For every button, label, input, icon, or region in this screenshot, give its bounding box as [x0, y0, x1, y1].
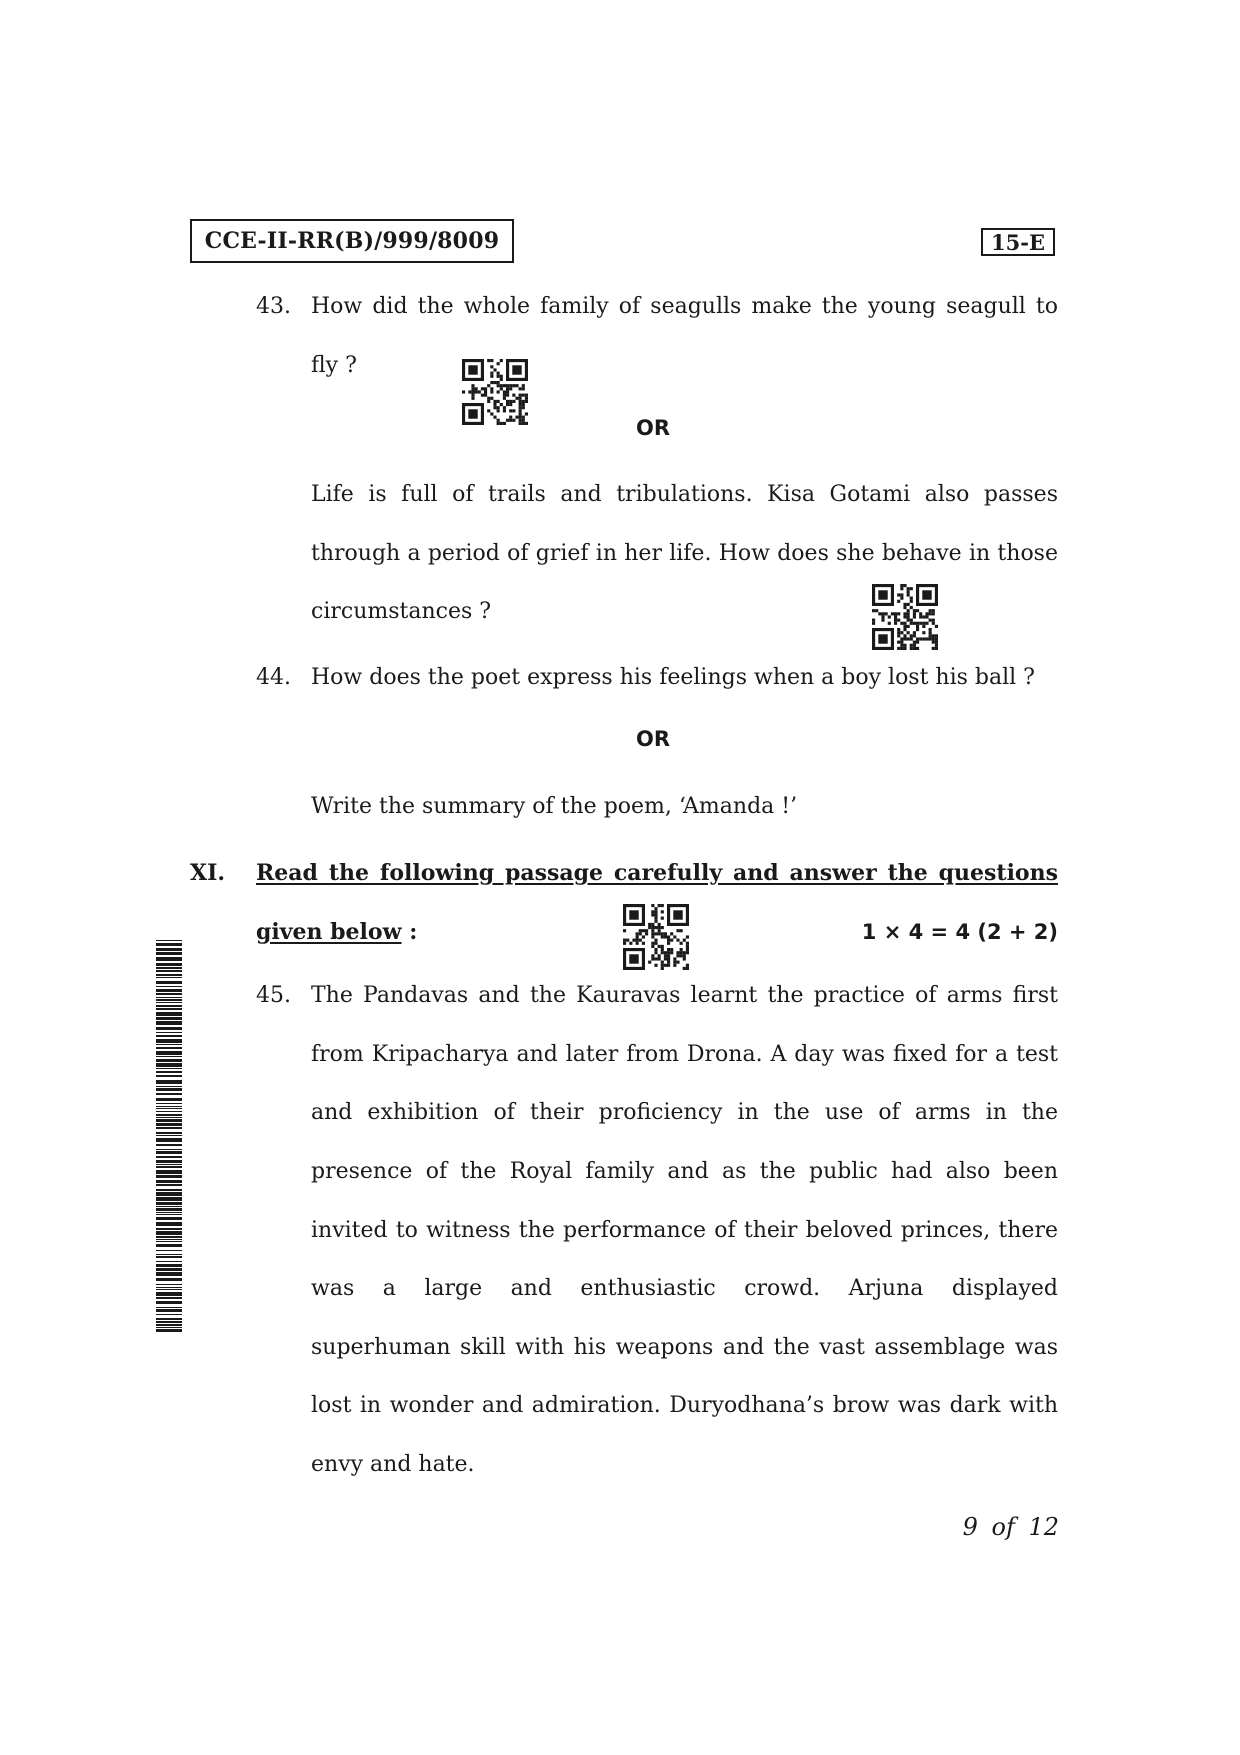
barcode-icon — [156, 940, 182, 1332]
passage-line: envy and hate. — [311, 1452, 475, 1477]
marks-allocation: 1 × 4 = 4 (2 + 2) — [861, 920, 1058, 944]
passage-line: The Pandavas and the Kauravas learnt the practice of arms first — [311, 983, 1058, 1008]
section-instruction — [256, 917, 417, 947]
or-separator: OR — [636, 727, 671, 751]
page-number: 9 of 12 — [962, 1513, 1059, 1541]
passage-line: presence of the Royal family and as the public had also been — [311, 1159, 1058, 1184]
paper-code-box: CCE-II-RR(B)/999/8009 — [190, 219, 514, 263]
question-text: through a period of grief in her life. How does she behave in those — [311, 541, 1058, 566]
question-number: 43. — [256, 294, 291, 319]
passage-line: and exhibition of their proficiency in the use of arms in the — [311, 1100, 1058, 1125]
qr-code-icon — [623, 904, 689, 970]
passage-line: invited to witness the performance of their beloved princes, there — [311, 1218, 1058, 1243]
passage-line: superhuman skill with his weapons and the vast assemblage was — [311, 1335, 1058, 1360]
qr-code-icon — [462, 359, 528, 425]
passage-line: was a large and enthusiastic crowd. Arjuna displayed — [311, 1276, 1058, 1301]
section-instruction: Read the following passage carefully and answer the questions — [256, 860, 1058, 886]
passage-line: from Kripacharya and later from Drona. A day was fixed for a test — [311, 1042, 1058, 1067]
section-instruction-colon: : — [409, 919, 418, 945]
section-number: XI. — [190, 860, 226, 886]
question-text: fly ? — [311, 353, 357, 378]
or-separator: OR — [636, 416, 671, 440]
passage-line: lost in wonder and admiration. Duryodhana’s brow was dark with — [311, 1393, 1058, 1418]
question-text: circumstances ? — [311, 599, 492, 624]
question-text: Write the summary of the poem, ‘Amanda !’ — [311, 794, 798, 819]
question-text: How does the poet express his feelings when a boy lost his ball ? — [311, 665, 1035, 690]
question-text: How did the whole family of seagulls make the young seagull to — [311, 294, 1058, 319]
question-text: Life is full of trails and tribulations. Kisa Gotami also passes — [311, 482, 1058, 507]
qr-code-icon — [872, 584, 938, 650]
section-instruction-underlined: given below — [256, 919, 402, 945]
question-number: 44. — [256, 665, 291, 690]
subject-code-box: 15-E — [981, 228, 1055, 256]
question-number: 45. — [256, 983, 291, 1008]
